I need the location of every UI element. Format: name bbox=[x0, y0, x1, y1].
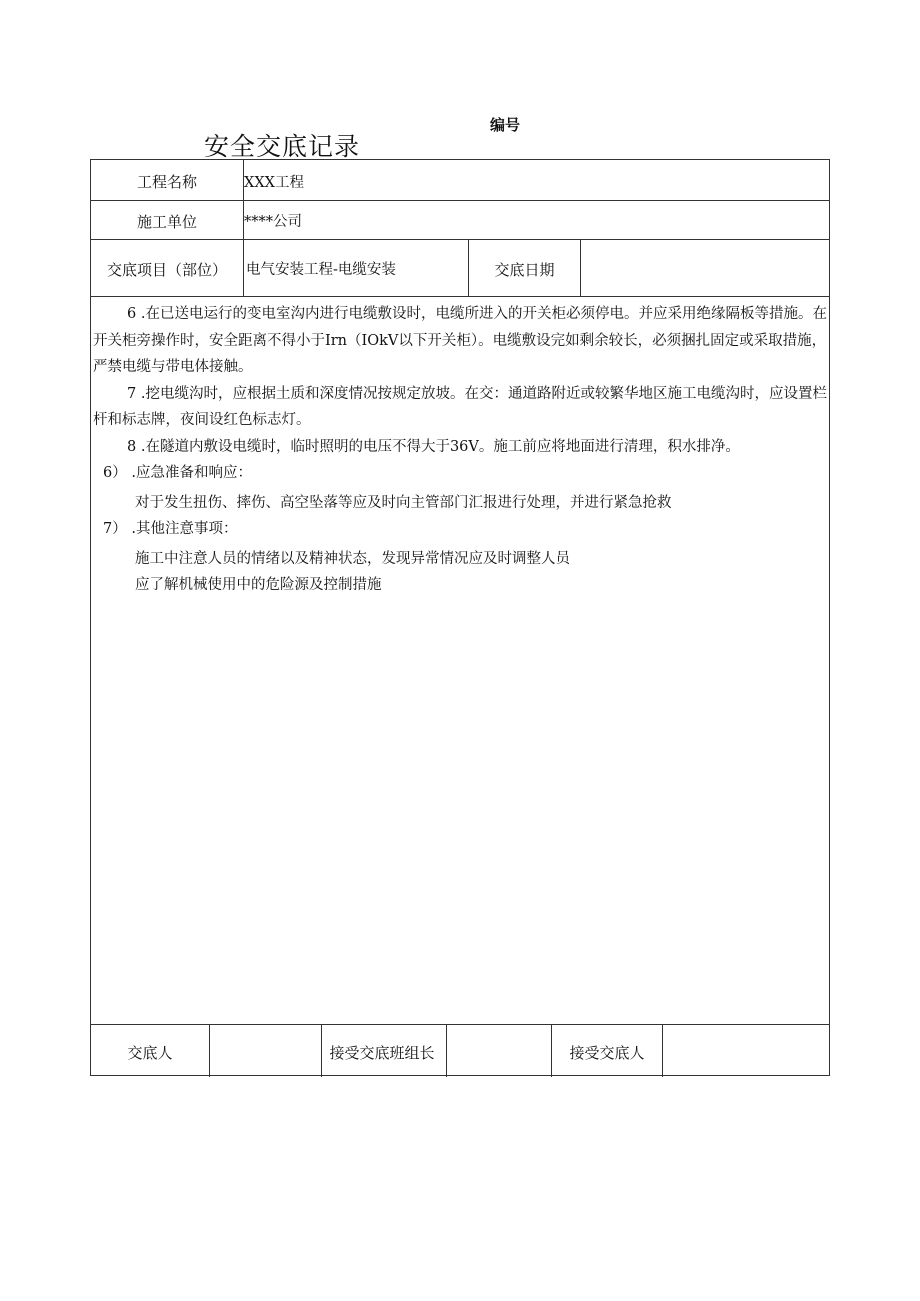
briefer-label: 交底人 bbox=[127, 1044, 173, 1062]
construction-unit-label: 施工单位 bbox=[136, 213, 197, 231]
safety-briefing-form bbox=[90, 159, 830, 1076]
section-7-line-1: 施工中注意人员的情绪以及精神状态，发现异常情况应及时调整人员 bbox=[135, 550, 570, 567]
project-name-label: 工程名称 bbox=[136, 173, 197, 191]
project-name-value[interactable]: XXX工程 bbox=[244, 175, 304, 191]
briefing-date-label: 交底日期 bbox=[494, 261, 555, 279]
section-7-line-2: 应了解机械使用中的危险源及控制措施 bbox=[135, 577, 382, 593]
document-title: 安全交底记录 bbox=[204, 132, 361, 161]
briefing-item-label: 交底项目（部位） bbox=[106, 261, 227, 279]
briefing-content bbox=[93, 301, 827, 599]
receiver-label: 接受交底人 bbox=[569, 1044, 645, 1062]
construction-unit-value[interactable]: ****公司 bbox=[244, 214, 302, 230]
content-item-8: 8 .在隧道内敷设电缆时，临时照明的电压不得大于36V。施工前应将地面进行清理，积水排净。 bbox=[127, 438, 740, 455]
section-6-heading: 6） .应急准备和响应： bbox=[103, 465, 252, 481]
section-6-text: 对于发生扭伤、摔伤、高空坠落等应及时向主管部门汇报进行处理，并进行紧急抢救 bbox=[135, 494, 672, 511]
content-item-6: 6 .在已送电运行的变电室沟内进行电缆敷设时，电缆所进入的开关柜必须停电。并应采用绝缘隔板等措施。在开关柜旁操作时，安全距离不得小于Irn（IOkV以下开关柜）。电缆敷设完如剩余较长，必须捆扎固定或采取措施，严禁电缆与带电体接触。 bbox=[93, 306, 827, 375]
briefing-item-value[interactable]: 电气安装工程-电缆安装 bbox=[246, 262, 396, 278]
section-7-heading: 7） .其他注意事项： bbox=[103, 521, 238, 537]
content-item-7: 7 .挖电缆沟时，应根据土质和深度情况按规定放坡。在交：通道路附近或较繁华地区施工电缆沟时，应设置栏杆和标志牌，夜间设红色标志灯。 bbox=[93, 385, 827, 428]
serial-number-label: 编号 bbox=[490, 116, 521, 134]
team-leader-label: 接受交底班组长 bbox=[329, 1044, 435, 1062]
